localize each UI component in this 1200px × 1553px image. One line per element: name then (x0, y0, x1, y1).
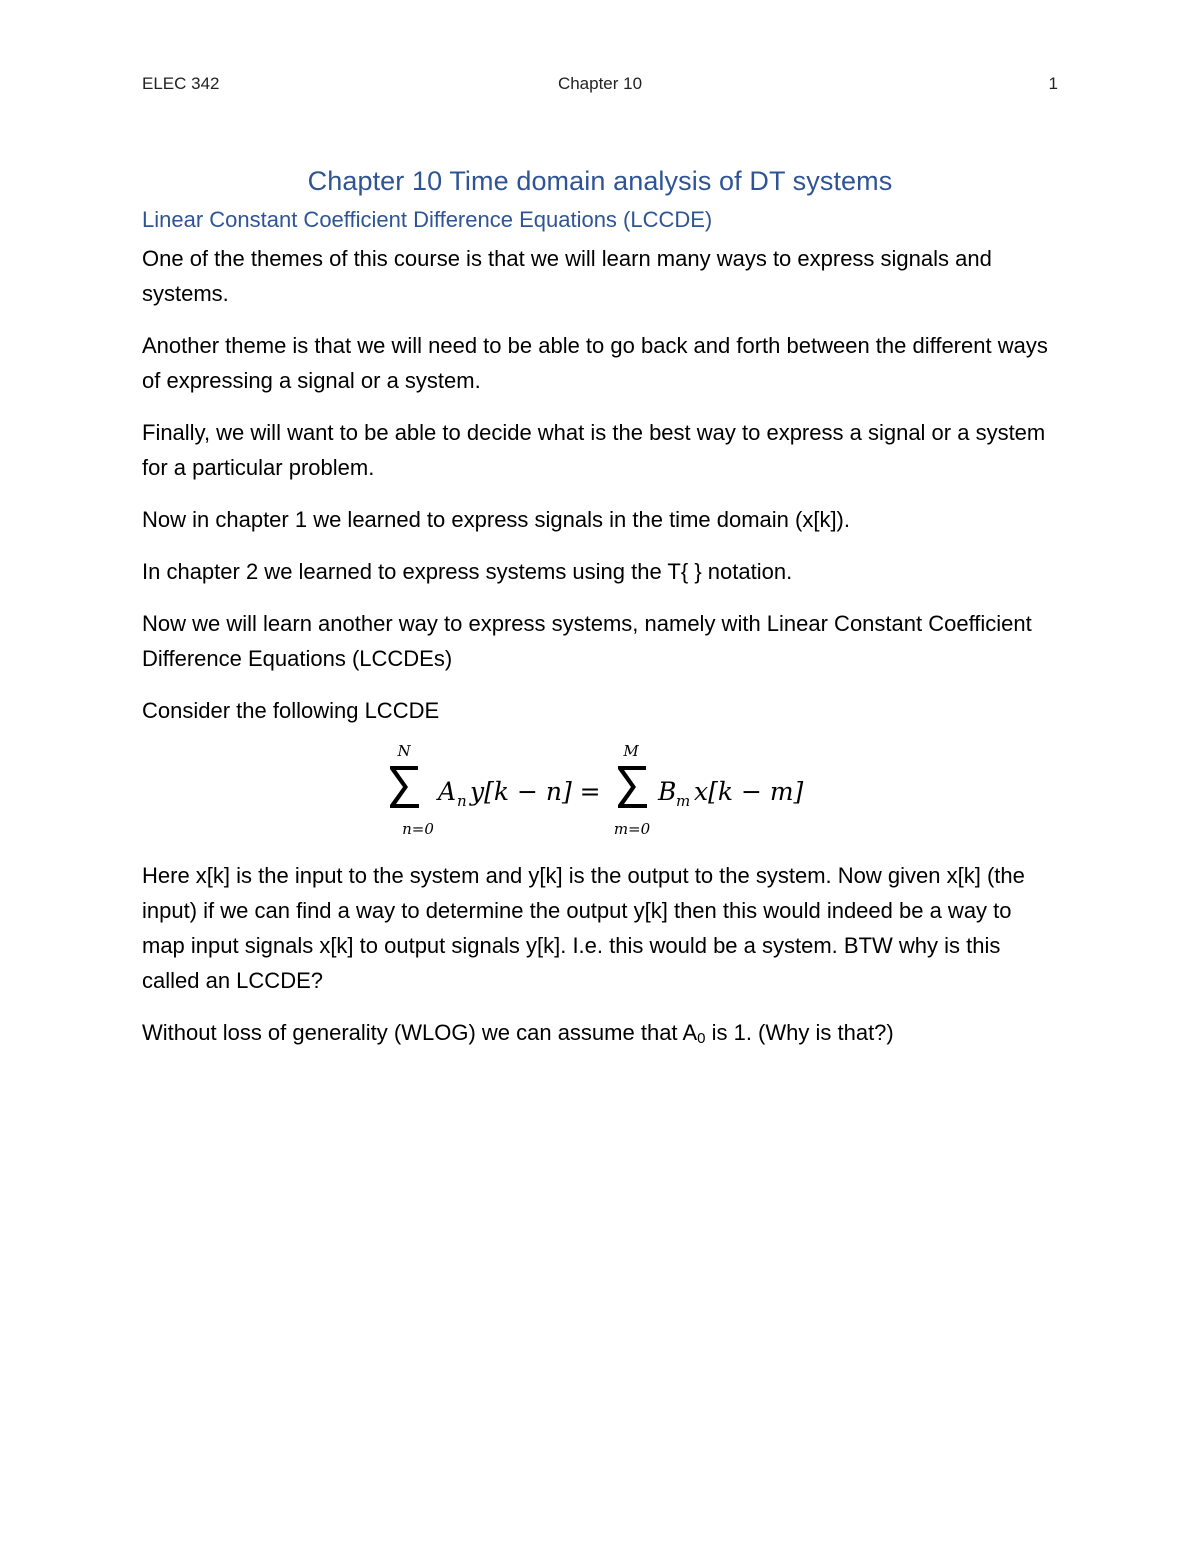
right-term-expression: x[k − m] (694, 777, 804, 806)
wlog-text-before: Without loss of generality (WLOG) we can assume that A (142, 1020, 698, 1045)
header-course: ELEC 342 (142, 74, 220, 93)
paragraph-chapter-1: Now in chapter 1 we learned to express signals in the time domain (x[k]). (142, 507, 850, 532)
equation-graphic (142, 734, 1058, 846)
section-heading: Linear Constant Coefficient Difference Equations (LCCDE) (142, 207, 713, 232)
page-body (142, 166, 1058, 1073)
paragraph-another-theme: Another theme is that we will need to be able to go back and forth between the different ways of expressing a signal or a system. (142, 333, 1048, 393)
right-term-subscript: m (676, 792, 691, 810)
paragraph-finally: Finally, we will want to be able to decide what is the best way to express a signal or a system for a particular problem. (142, 420, 1046, 480)
wlog-text-after: is 1. (Why is that?) (705, 1020, 894, 1045)
paragraph-consider: Consider the following LCCDE (142, 698, 440, 723)
left-term-expression: y[k − n] = (470, 777, 601, 806)
paragraph-input-output: Here x[k] is the input to the system and y[k] is the output to the system. Now given x[k] (the input) if we can find a way to determine the output y[k] then this would indeed be a way to map input signals x[k] to output signals y[k]. I.e. this would be a system. BTW why is this called an LCCDE? (142, 863, 1025, 993)
header-chapter: Chapter 10 (557, 74, 643, 93)
wlog-subscript: 0 (697, 1030, 706, 1047)
right-sum-lower-limit: m=0 (613, 820, 651, 838)
left-term-coefficient: A (438, 777, 457, 806)
paragraph-themes: One of the themes of this course is that we will learn many ways to express signals and systems. (142, 246, 992, 306)
left-term-subscript: n (457, 792, 467, 810)
left-sigma-symbol (390, 766, 419, 808)
lccde-equation (142, 734, 1058, 846)
right-sum-upper-limit: M (623, 742, 639, 760)
header-page-number: 1 (1048, 74, 1058, 93)
paragraph-lccde-intro: Now we will learn another way to express systems, namely with Linear Constant Coefficient Difference Equations (LCCDEs) (142, 611, 1032, 671)
paragraph-chapter-2: In chapter 2 we learned to express systems using the T{ } notation. (142, 559, 793, 584)
paragraph-wlog (142, 1015, 1058, 1056)
right-sigma-symbol (618, 766, 647, 808)
page-header (142, 74, 1058, 98)
left-sum-upper-limit: N (397, 742, 411, 760)
left-sum-lower-limit: n=0 (402, 820, 434, 838)
right-term-coefficient: B (658, 777, 677, 806)
chapter-title: Chapter 10 Time domain analysis of DT systems (307, 166, 893, 196)
